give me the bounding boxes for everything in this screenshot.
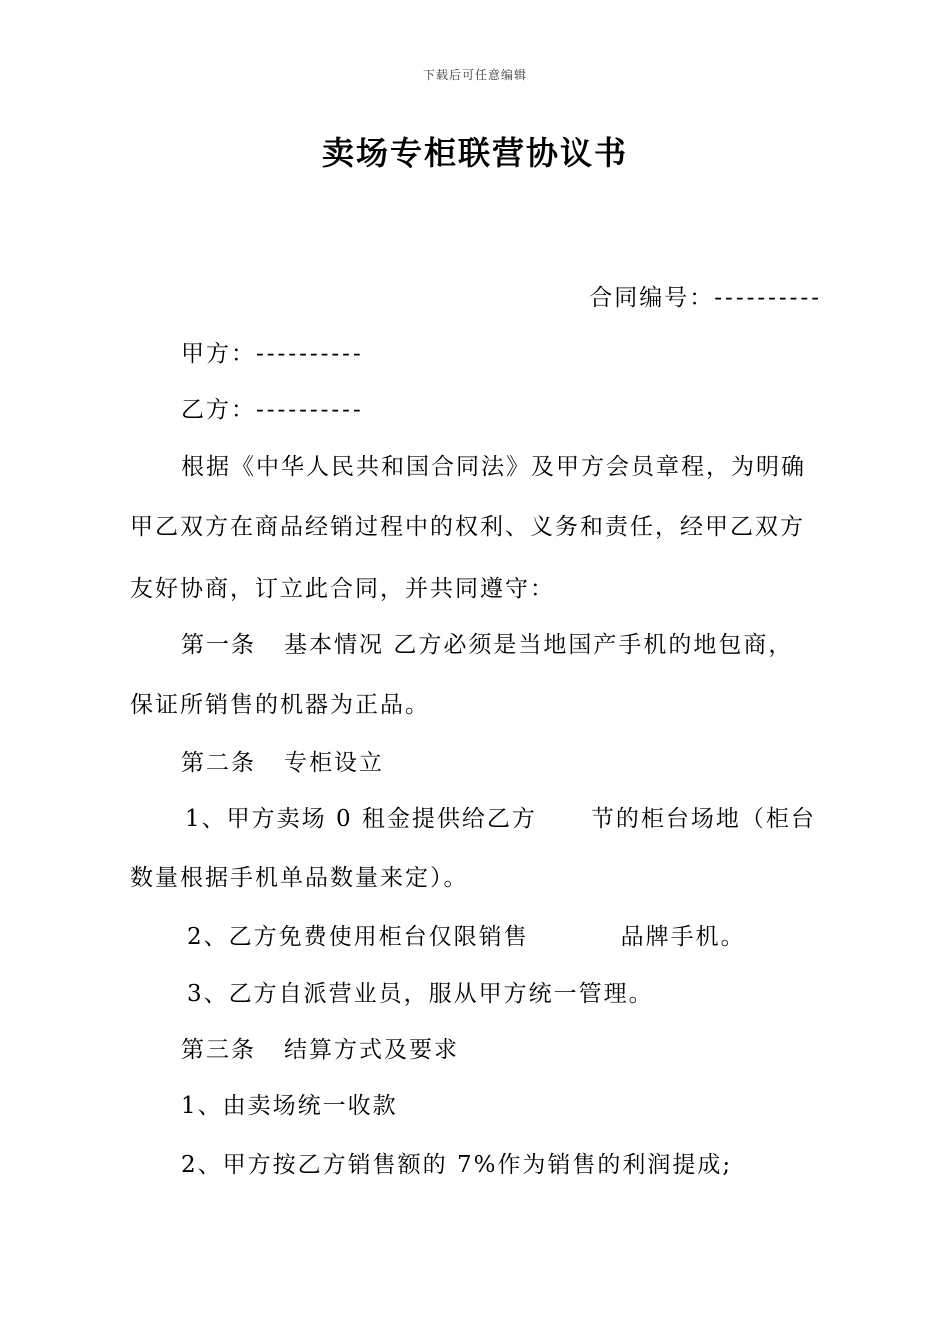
preamble-line-3: 友好协商，订立此合同，并共同遵守：	[130, 576, 555, 602]
article-3-title: 结算方式及要求	[284, 1037, 459, 1063]
article-2-item-1	[185, 804, 816, 834]
article-3-item-2: 2、甲方按乙方销售额的 7%作为销售的利润提成;	[181, 1152, 733, 1178]
party-b-line	[181, 395, 364, 425]
article-2-item-2-part-2: 品牌手机。	[620, 924, 746, 950]
contract-number-line	[589, 283, 822, 313]
article-2-item-3: 3、乙方自派营业员，服从甲方统一管理。	[187, 981, 654, 1007]
article-2-item-2-part-1: 2、乙方免费使用柜台仅限销售	[187, 924, 529, 950]
preamble-line-1: 根据《中华人民共和国合同法》及甲方会员章程，为明确	[181, 454, 806, 480]
party-a-label: 甲方：	[181, 341, 256, 367]
article-2-item-1-continued: 数量根据手机单品数量来定）。	[130, 865, 469, 891]
article-2-heading: 第二条	[181, 750, 256, 776]
article-3-heading: 第三条	[181, 1037, 256, 1063]
contract-number-label: 合同编号：	[589, 285, 715, 311]
article-2-item-1-part-2: 节的柜台场地（柜台	[590, 806, 816, 832]
header-note: 下载后可任意编辑	[422, 68, 527, 82]
preamble-line-2: 甲乙双方在商品经销过程中的权利、义务和责任，经甲乙双方	[130, 514, 805, 540]
article-3-item-1: 1、由卖场统一收款	[181, 1093, 398, 1119]
article-1-line-2: 保证所销售的机器为正品。	[130, 692, 430, 718]
party-b-label: 乙方：	[181, 397, 256, 423]
article-1-title: 基本情况	[284, 632, 384, 658]
party-a-blank: ----------	[256, 341, 364, 367]
contract-number-blank: ----------	[714, 285, 822, 311]
article-1-text: 乙方必须是当地国产手机的地包商，	[393, 632, 794, 658]
article-2-item-2	[187, 922, 746, 952]
article-2-item-1-part-1: 1、甲方卖场 0 租金提供给乙方	[185, 806, 537, 832]
article-2-heading-line	[181, 748, 384, 778]
article-1-heading: 第一条	[181, 632, 256, 658]
document-title: 卖场专柜联营协议书	[321, 134, 628, 172]
article-3-heading-line	[181, 1035, 459, 1065]
party-a-line	[181, 339, 364, 369]
party-b-blank: ----------	[256, 397, 364, 423]
article-2-title: 专柜设立	[284, 750, 384, 776]
article-1-line-1	[181, 630, 793, 660]
